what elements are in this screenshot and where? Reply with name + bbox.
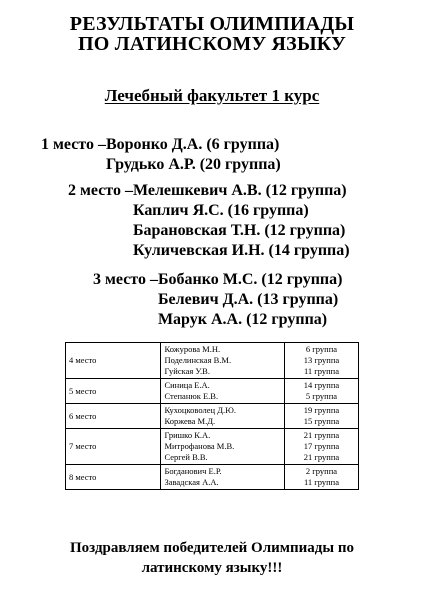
groups-cell [284,465,358,490]
third-place-block [93,270,342,330]
table-row [66,404,359,429]
participant-name: Завадская А.А. [164,477,219,487]
title-line: РЕЗУЛЬТАТЫ ОЛИМПИАДЫ [69,13,355,35]
table-row [66,343,359,379]
group-number: 17 группа [303,441,340,451]
subtitle-text: Лечебный факультет 1 курс [104,86,320,105]
names-cell [161,343,284,379]
winner-entry: Барановская Т.Н. (12 группа) [132,222,346,239]
group-number: 6 группа [305,344,338,354]
participant-name: Сергей В.В. [164,452,208,462]
participant-name: Коржева М.Д. [164,416,216,426]
winner-entry: Куличевская И.Н. (14 группа) [132,242,350,259]
winner-entry: Белевич Д.А. (13 группа) [157,291,339,308]
groups-cell [284,379,358,404]
title-line: ПО ЛАТИНСКОМУ ЯЗЫКУ [78,33,346,55]
table-row [66,379,359,404]
second-place-block [68,181,350,261]
place-cell: 7 место [66,429,161,465]
participant-name: Кожурова М.Н. [164,344,221,354]
place-cell: 5 место [66,379,161,404]
table-row [66,429,359,465]
faculty-subtitle [0,86,424,106]
footer-line: Поздравляем победителей Олимпиады по [70,540,354,556]
table-row [66,465,359,490]
groups-cell [284,343,358,379]
group-number: 21 группа [303,452,340,462]
place-cell: 4 место [66,343,161,379]
place-prefix: 1 место – [41,136,106,153]
participant-name: Степанюк Е.В. [164,391,219,401]
group-number: 11 группа [303,477,339,487]
participant-name: Гришко К.А. [164,430,211,440]
place-cell: 6 место [66,404,161,429]
congratulations-text [0,538,424,578]
winner-list [158,270,343,330]
footer-line: латинскому языку!!! [141,560,283,576]
group-number: 11 группа [303,366,339,376]
winner-entry: Воронко Д.А. (6 группа) [105,136,280,153]
page-title [0,12,424,55]
winner-entry: Грудько А.Р. (20 группа) [105,156,281,173]
participant-name: Поделинская В.М. [164,355,232,365]
group-number: 21 группа [303,430,340,440]
place-prefix: 3 место – [93,271,158,288]
participant-name: Кухоцковолец Д.Ю. [164,405,236,415]
winner-list [106,135,281,175]
first-place-block [41,135,281,175]
participant-name: Митрофанова М.В. [164,441,235,451]
names-cell [161,465,284,490]
place-cell: 8 место [66,465,161,490]
names-cell [161,404,284,429]
winner-list [133,181,350,261]
participant-name: Богданович Е.Р. [164,466,222,476]
participant-name: Синица Е.А. [164,380,210,390]
groups-cell [284,429,358,465]
group-number: 14 группа [303,380,340,390]
group-number: 13 группа [303,355,340,365]
names-cell [161,379,284,404]
group-number: 2 группа [305,466,338,476]
groups-cell [284,404,358,429]
group-number: 15 группа [303,416,340,426]
participant-name: Гуйская У.В. [164,366,210,376]
winner-entry: Марук А.А. (12 группа) [157,311,328,328]
group-number: 5 группа [305,391,338,401]
winner-entry: Мелешкевич А.В. (12 группа) [132,182,347,199]
winner-entry: Каплич Я.С. (16 группа) [132,202,309,219]
names-cell [161,429,284,465]
group-number: 19 группа [303,405,340,415]
results-table [65,342,359,490]
winner-entry: Бобанко М.С. (12 группа) [157,271,343,288]
place-prefix: 2 место – [68,182,133,199]
